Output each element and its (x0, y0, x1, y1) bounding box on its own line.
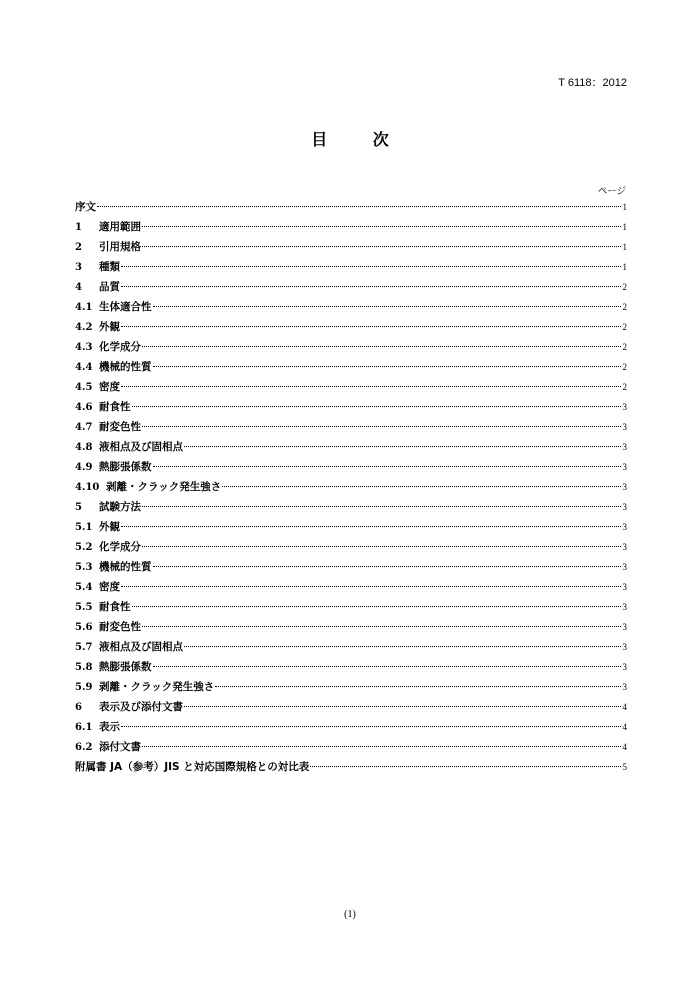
toc-entry[interactable] (75, 517, 627, 537)
dot-leader (184, 445, 621, 447)
toc-entry[interactable] (75, 617, 627, 637)
toc-entry[interactable] (75, 497, 627, 517)
toc-entry-number: 5.8 (75, 662, 93, 673)
toc-entry-number: 5.3 (75, 562, 93, 573)
toc-entry-number: 4.6 (75, 402, 93, 413)
toc-entry-page: 2 (622, 362, 627, 372)
dot-leader (121, 325, 621, 327)
toc-entry-label: 密度 (99, 581, 120, 593)
dot-leader (222, 485, 621, 487)
table-of-contents (75, 197, 627, 777)
toc-entry-page: 3 (622, 442, 627, 452)
toc-entry-page: 3 (622, 482, 627, 492)
toc-entry-number: 2 (75, 242, 82, 253)
dot-leader (121, 285, 621, 287)
dot-leader (121, 725, 621, 727)
dot-leader (97, 205, 621, 207)
dot-leader (142, 425, 621, 427)
dot-leader (142, 625, 621, 627)
dot-leader (121, 525, 621, 527)
toc-entry[interactable] (75, 657, 627, 677)
toc-entry[interactable] (75, 277, 627, 297)
toc-entry-label: 外観 (99, 521, 120, 533)
toc-entry-label: 耐変色性 (99, 421, 141, 433)
toc-entry-page: 3 (622, 622, 627, 632)
toc-entry-number: 5.7 (75, 642, 93, 653)
toc-entry-label: 序文 (75, 201, 96, 213)
dot-leader (184, 645, 621, 647)
toc-entry-number: 4.2 (75, 322, 93, 333)
toc-entry[interactable] (75, 437, 627, 457)
page-title: 目 次 (311, 130, 409, 149)
toc-entry-label: 機械的性質 (99, 361, 152, 373)
toc-entry-number: 3 (75, 262, 82, 273)
toc-entry-page: 3 (622, 422, 627, 432)
dot-leader (132, 605, 622, 607)
toc-entry-number: 6.1 (75, 722, 93, 733)
toc-entry[interactable] (75, 717, 627, 737)
toc-entry-number: 4.4 (75, 362, 93, 373)
dot-leader (142, 245, 621, 247)
dot-leader (142, 745, 621, 747)
toc-entry-label: 外観 (99, 321, 120, 333)
toc-entry-page: 3 (622, 642, 627, 652)
toc-entry-number: 4.7 (75, 422, 93, 433)
toc-entry-number: 4 (75, 282, 82, 293)
toc-entry-number: 4.8 (75, 442, 93, 453)
toc-entry[interactable] (75, 257, 627, 277)
toc-entry-page: 2 (622, 342, 627, 352)
toc-entry-number: 4.1 (75, 302, 93, 313)
toc-entry-page: 4 (622, 742, 627, 752)
toc-entry-page: 2 (622, 382, 627, 392)
toc-entry-page: 1 (622, 202, 627, 212)
toc-entry-page: 3 (622, 462, 627, 472)
toc-entry-page: 3 (622, 662, 627, 672)
dot-leader (121, 385, 621, 387)
dot-leader (142, 505, 621, 507)
toc-entry[interactable] (75, 537, 627, 557)
toc-entry-label: 附属書 JA（参考）JIS と対応国際規格との対比表 (75, 761, 310, 773)
toc-entry[interactable] (75, 597, 627, 617)
toc-entry-page: 3 (622, 602, 627, 612)
toc-entry[interactable] (75, 417, 627, 437)
toc-entry-label: 適用範囲 (99, 221, 141, 233)
toc-entry[interactable] (75, 557, 627, 577)
toc-entry-label: 試験方法 (99, 501, 141, 513)
toc-entry-label: 表示及び添付文書 (99, 701, 183, 713)
dot-leader (184, 705, 621, 707)
dot-leader (153, 365, 622, 367)
toc-entry[interactable] (75, 357, 627, 377)
dot-leader (121, 585, 621, 587)
toc-entry-page: 1 (622, 262, 627, 272)
toc-entry-label: 種類 (99, 261, 120, 273)
toc-entry-label: 密度 (99, 381, 120, 393)
toc-entry[interactable] (75, 317, 627, 337)
toc-entry-number: 5.1 (75, 522, 93, 533)
toc-entry-number: 6 (75, 702, 82, 713)
dot-leader (153, 565, 622, 567)
toc-entry-page: 4 (622, 722, 627, 732)
toc-entry-page: 3 (622, 582, 627, 592)
toc-entry-label: 生体適合性 (99, 301, 152, 313)
toc-entry[interactable] (75, 477, 627, 497)
toc-entry-label: 耐変色性 (99, 621, 141, 633)
toc-entry-label: 剥離・クラック発生強さ (99, 681, 215, 693)
toc-entry-label: 熱膨張係数 (99, 661, 152, 673)
footer-page-number: (1) (344, 909, 356, 920)
toc-entry[interactable] (75, 397, 627, 417)
toc-entry-number: 5 (75, 502, 82, 513)
toc-entry[interactable] (75, 757, 627, 777)
toc-entry-page: 1 (622, 242, 627, 252)
toc-entry-number: 5.2 (75, 542, 93, 553)
toc-entry[interactable] (75, 297, 627, 317)
toc-entry-number: 4.10 (75, 482, 100, 493)
toc-entry[interactable] (75, 197, 627, 217)
dot-leader (153, 305, 622, 307)
toc-entry[interactable] (75, 577, 627, 597)
toc-entry-page: 3 (622, 502, 627, 512)
toc-entry-number: 5.4 (75, 582, 93, 593)
toc-entry-page: 2 (622, 322, 627, 332)
toc-entry[interactable] (75, 217, 627, 237)
toc-entry-label: 熱膨張係数 (99, 461, 152, 473)
toc-entry-label: 剥離・クラック発生強さ (106, 481, 222, 493)
toc-entry[interactable] (75, 697, 627, 717)
toc-entry-label: 液相点及び固相点 (99, 441, 183, 453)
toc-entry-label: 化学成分 (99, 541, 141, 553)
toc-entry-label: 添付文書 (99, 741, 141, 753)
toc-entry-page: 3 (622, 682, 627, 692)
toc-entry-number: 5.5 (75, 602, 93, 613)
dot-leader (142, 225, 621, 227)
toc-entry-page: 3 (622, 522, 627, 532)
dot-leader (142, 345, 621, 347)
toc-entry-label: 液相点及び固相点 (99, 641, 183, 653)
page-column-label: ページ (597, 186, 626, 197)
toc-entry-number: 1 (75, 222, 82, 233)
toc-entry[interactable] (75, 377, 627, 397)
toc-entry[interactable] (75, 337, 627, 357)
dot-leader (142, 545, 621, 547)
dot-leader (310, 765, 621, 767)
toc-entry-label: 機械的性質 (99, 561, 152, 573)
toc-entry-number: 4.9 (75, 462, 93, 473)
toc-entry-number: 5.9 (75, 682, 93, 693)
toc-entry-page: 3 (622, 562, 627, 572)
toc-entry-page: 2 (622, 302, 627, 312)
toc-entry[interactable] (75, 637, 627, 657)
toc-entry[interactable] (75, 237, 627, 257)
toc-entry-page: 3 (622, 402, 627, 412)
toc-entry-page: 2 (622, 282, 627, 292)
toc-entry[interactable] (75, 677, 627, 697)
toc-entry[interactable] (75, 457, 627, 477)
toc-entry-number: 4.5 (75, 382, 93, 393)
toc-entry[interactable] (75, 737, 627, 757)
toc-entry-label: 耐食性 (99, 601, 131, 613)
dot-leader (121, 265, 621, 267)
toc-entry-page: 3 (622, 542, 627, 552)
toc-entry-number: 4.3 (75, 342, 93, 353)
standard-code: T 6118：2012 (558, 77, 627, 89)
toc-entry-page: 4 (622, 702, 627, 712)
toc-entry-number: 6.2 (75, 742, 93, 753)
toc-entry-page: 5 (622, 762, 627, 772)
dot-leader (215, 685, 621, 687)
toc-entry-number: 5.6 (75, 622, 93, 633)
dot-leader (153, 665, 622, 667)
toc-entry-label: 品質 (99, 281, 120, 293)
toc-entry-page: 1 (622, 222, 627, 232)
toc-entry-label: 表示 (99, 721, 120, 733)
toc-entry-label: 引用規格 (99, 241, 141, 253)
dot-leader (132, 405, 622, 407)
toc-entry-label: 化学成分 (99, 341, 141, 353)
toc-entry-label: 耐食性 (99, 401, 131, 413)
dot-leader (153, 465, 622, 467)
